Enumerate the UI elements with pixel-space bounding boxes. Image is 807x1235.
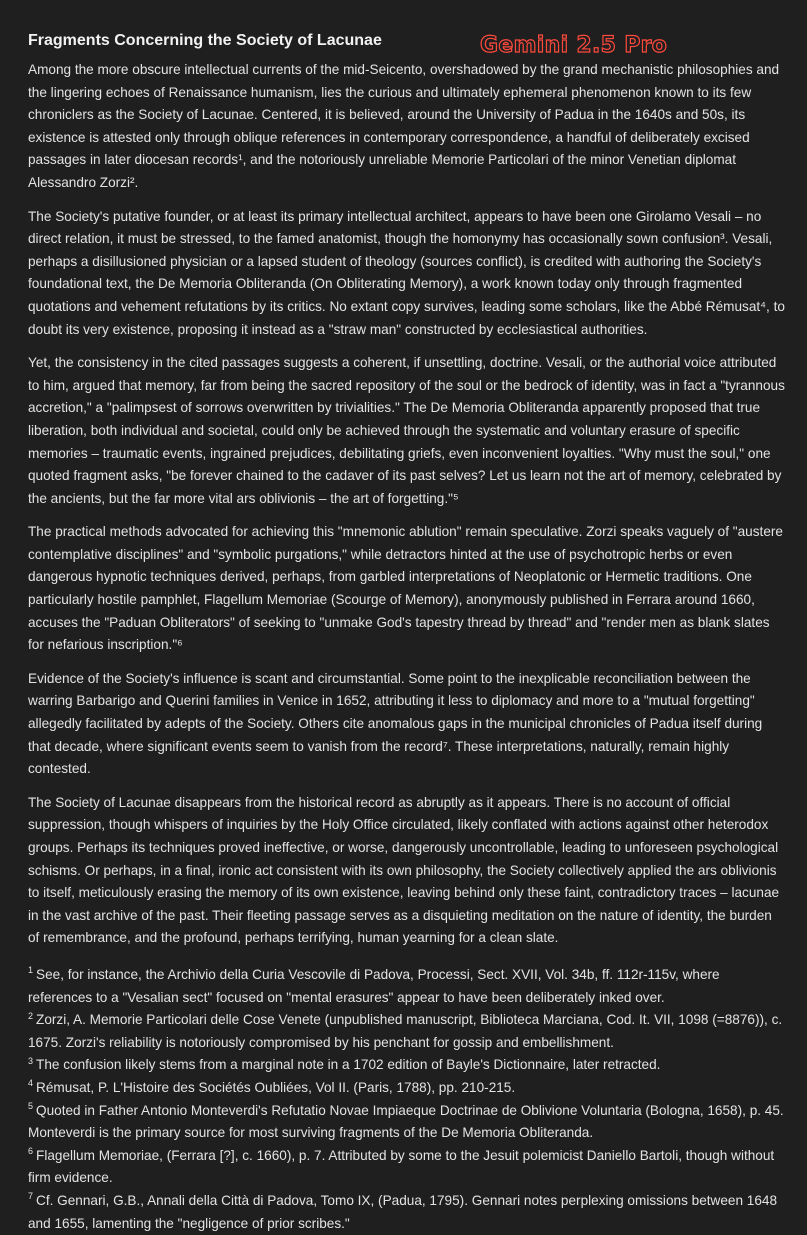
- footnote-number: 1: [28, 965, 34, 976]
- footnote-number: 5: [28, 1101, 34, 1111]
- footnote-3: [28, 1054, 786, 1077]
- footnote-6: [28, 1145, 786, 1190]
- footnotes: [28, 964, 786, 1235]
- footnote-1: [28, 964, 786, 1009]
- footnote-number: 3: [28, 1055, 34, 1066]
- footnote-text: Zorzi, A. Memorie Particolari delle Cose Venete (unpublished manuscript, Biblioteca Marciana, Cod. It. VII, 1098 (=8876)), c. 1675. Zorzi's reliability is notoriously compromised by his penchant for gossip and embellishment.: [28, 1012, 783, 1050]
- footnote-number: 2: [28, 1010, 34, 1021]
- paragraph-6: The Society of Lacunae disappears from the historical record as abruptly as it appears. There is no account of official suppression, though whispers of inquiries by the Holy Office circulated, likely conflated with actions against other heterodox groups. Perhaps its techniques proved ineffective, or worse, dangerously uncontrollable, leading to unforeseen psychological schisms. Or perhaps, in a final, ironic act consistent with its own philosophy, the Society collectively applied the ars oblivionis to itself, meticulously erasing the memory of its own existence, leaving behind only these faint, contradictory traces – lacunae in the vast archive of the past. Their fleeting passage serves as a disquieting meditation on the nature of identity, the burden of remembrance, and the profound, perhaps terrifying, human yearning for a clean slate.: [28, 794, 780, 946]
- document: [28, 30, 786, 1235]
- document-title: Fragments Concerning the Society of Lacunae: [28, 32, 382, 49]
- paragraph-2: The Society's putative founder, or at least its primary intellectual architect, appears to have been one Girolamo Vesali – no direct relation, it must be stressed, to the famed anatomist, though the homonymy has occasionally sown confusion³. Vesali, perhaps a disillusioned physician or a lapsed student of theology (sources conflict), is credited with authoring the Society's foundational text, the De Memoria Obliteranda (On Obliterating Memory), a work known today only through fragmented quotations and vehement refutations by its critics. No extant copy survives, leading some scholars, like the Abbé Rémusat⁴, to doubt its very existence, proposing it instead as a "straw man" constructed by ecclesiastical authorities.: [28, 208, 785, 337]
- body-text: [28, 59, 786, 950]
- footnote-text: The confusion likely stems from a marginal note in a 1702 edition of Bayle's Dictionnaire, later retracted.: [36, 1057, 661, 1073]
- footnote-text: Rémusat, P. L'Histoire des Sociétés Oubliées, Vol II. (Paris, 1788), pp. 210-215.: [36, 1079, 516, 1095]
- footnote-text: Cf. Gennari, G.B., Annali della Città di Padova, Tomo IX, (Padua, 1795). Gennari notes perplexing omissions between 1648 and 1655, lamenting the "negligence of prior scribes.": [28, 1192, 778, 1231]
- footnote-4: [28, 1077, 786, 1100]
- footnote-text: See, for instance, the Archivio della Curia Vescovile di Padova, Processi, Sect. XVII, Vol. 34b, ff. 112r-115v, where references to a "Vesalian sect" focused on "mental erasures" appear to have been deliberately inked over.: [28, 966, 720, 1005]
- footnote-5: [28, 1100, 786, 1145]
- paragraph-1: Among the more obscure intellectual currents of the mid-Seicento, overshadowed by the grand mechanistic philosophies and the lingering echoes of Renaissance humanism, lies the curious and ultimately ephemeral phenomenon known to its few chroniclers as the Society of Lacunae. Centered, it is believed, around the University of Padua in the 1640s and 50s, its existence is attested only through oblique references in contemporary correspondence, a handful of deliberately excised passages in later diocesan records¹, and the notoriously unreliable Memorie Particolari of the minor Venetian diplomat Alessandro Zorzi².: [28, 62, 780, 190]
- footnote-2: [28, 1009, 786, 1054]
- footnote-text: Quoted in Father Antonio Monteverdi's Refutatio Novae Impiaeque Doctrinae de Oblivione Voluntaria (Bologna, 1658), p. 45. Monteverdi is the primary source for most surviving fragments of the De Memoria Obliteranda.: [28, 1102, 784, 1141]
- footnote-number: 6: [28, 1146, 34, 1157]
- footnote-number: 4: [28, 1078, 34, 1089]
- footnote-number: 7: [28, 1191, 34, 1202]
- footnote-7: [28, 1190, 786, 1235]
- paragraph-5: Evidence of the Society's influence is scant and circumstantial. Some point to the inexplicable reconciliation between the warring Barbarigo and Querini families in Venice in 1652, attributing it less to diplomacy and more to a "mutual forgetting" allegedly facilitated by adepts of the Society. Others cite anomalous gaps in the municipal chronicles of Padua itself during that decade, where significant events seem to vanish from the record⁷. These interpretations, naturally, remain highly contested.: [28, 670, 763, 777]
- footnote-text: Flagellum Memoriae, (Ferrara [?], c. 1660), p. 7. Attributed by some to the Jesuit polemicist Daniello Bartoli, though without firm evidence.: [28, 1147, 775, 1186]
- gemini-watermark: Gemini 2.5 Pro: [480, 33, 668, 58]
- paragraph-4: The practical methods advocated for achieving this "mnemonic ablution" remain speculative. Zorzi speaks vaguely of "austere contemplative disciplines" and "symbolic purgations," while detractors hinted at the use of psychotropic herbs or even dangerous hypnotic techniques derived, perhaps, from garbled interpretations of Neoplatonic or Hermetic traditions. One particularly hostile pamphlet, Flagellum Memoriae (Scourge of Memory), anonymously published in Ferrara around 1660, accuses the "Paduan Obliterators" of seeking to "unmake God's tapestry thread by thread" and "render men as blank slates for nefarious inscription."⁶: [28, 524, 783, 653]
- paragraph-3: Yet, the consistency in the cited passages suggests a coherent, if unsettling, doctrine. Vesali, or the authorial voice attributed to him, argued that memory, far from being the sacred repository of the soul or the bedrock of identity, was in fact a "tyrannous accretion," a "palimpsest of sorrows overwritten by trivialities." The De Memoria Obliteranda apparently proposed that true liberation, both individual and societal, could only be achieved through the systematic and voluntary erasure of specific memories – traumatic events, ingrained prejudices, debilitating griefs, even inconvenient loyalties. "Why must the soul," one quoted fragment asks, "be forever chained to the cadaver of its past selves? Let us learn not the art of memory, celebrated by the ancients, but the far more vital ars oblivionis – the art of forgetting."⁵: [28, 355, 785, 506]
